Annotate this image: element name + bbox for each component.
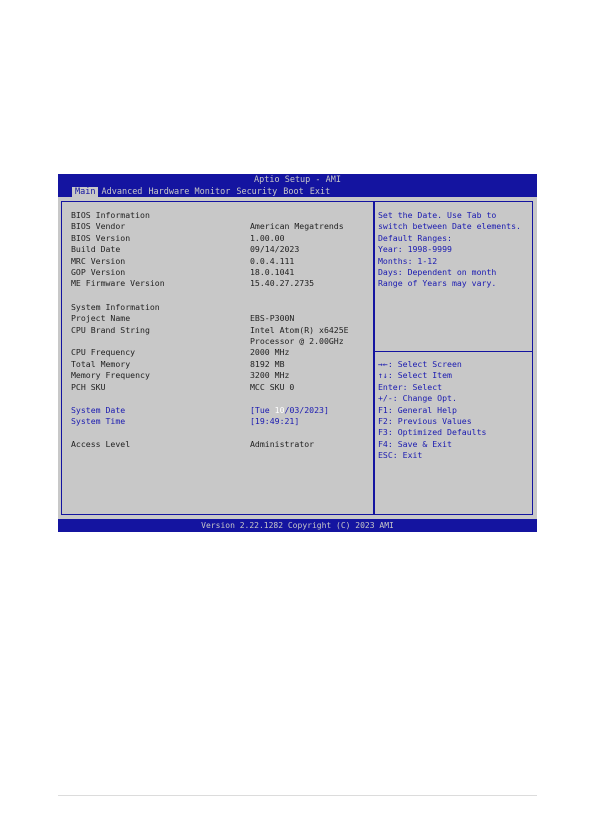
- system-date-month-selected[interactable]: 10: [274, 405, 285, 415]
- tab-boot[interactable]: Boot: [283, 187, 304, 197]
- version-copyright-text: Version 2.22.1282 Copyright (C) 2023 AMI: [201, 521, 394, 530]
- help-text-line: Set the Date. Use Tab to: [378, 210, 497, 220]
- cpu-brand-string-continued: Processor @ 2.00GHz: [250, 336, 344, 346]
- bios-version-row: BIOS Version 1.00.00: [71, 233, 285, 243]
- page-footer-divider: [58, 795, 537, 796]
- system-date-label: System Date: [71, 405, 126, 415]
- system-date-row[interactable]: [71, 405, 371, 416]
- key-help-f1: F1: General Help: [378, 405, 457, 415]
- total-memory-row: Total Memory 8192 MB: [71, 359, 285, 369]
- cpu-frequency-row: CPU Frequency 2000 MHz: [71, 347, 290, 357]
- menu-bar: [72, 187, 333, 197]
- help-text-line: switch between Date elements.: [378, 221, 521, 231]
- title-bar: [58, 174, 537, 197]
- build-date-row: Build Date 09/14/2023: [71, 244, 300, 254]
- mrc-version-row: MRC Version 0.0.4.111: [71, 256, 295, 266]
- system-time-field[interactable]: [19:49:21]: [250, 416, 300, 426]
- pch-sku-row: PCH SKU MCC SKU 0: [71, 382, 295, 392]
- bios-setup-screen: [58, 174, 537, 532]
- project-name-row: Project Name EBS-P300N: [71, 313, 295, 323]
- system-information-heading: System Information: [71, 302, 160, 312]
- system-time-row[interactable]: [71, 416, 371, 427]
- key-help-select-screen: →←: Select Screen: [378, 359, 462, 369]
- key-help-f4: F4: Save & Exit: [378, 439, 452, 449]
- help-text-line: Months: 1-12: [378, 256, 438, 266]
- help-text-line: Days: Dependent on month: [378, 267, 497, 277]
- main-settings-panel: [61, 201, 374, 515]
- key-help-f3: F3: Optimized Defaults: [378, 427, 487, 437]
- tab-hardware-monitor[interactable]: Hardware Monitor: [148, 187, 231, 197]
- help-panel: [374, 201, 533, 515]
- gop-version-row: GOP Version 18.0.1041: [71, 267, 295, 277]
- app-title: Aptio Setup - AMI: [254, 175, 341, 185]
- access-level-row: Access Level Administrator: [71, 439, 315, 449]
- help-text-line: Default Ranges:: [378, 233, 452, 243]
- key-help-select-item: ↑↓: Select Item: [378, 370, 452, 380]
- key-help-f2: F2: Previous Values: [378, 416, 472, 426]
- tab-exit[interactable]: Exit: [309, 187, 331, 197]
- key-help-change-opt: +/-: Change Opt.: [378, 393, 457, 403]
- help-text-line: Range of Years may vary.: [378, 278, 497, 288]
- help-text-line: Year: 1998-9999: [378, 244, 452, 254]
- system-time-label: System Time: [71, 416, 126, 426]
- tab-security[interactable]: Security: [236, 187, 278, 197]
- bios-information-heading: BIOS Information: [71, 210, 150, 220]
- cpu-brand-string-row: CPU Brand String Intel Atom(R) x6425E: [71, 325, 349, 335]
- system-date-field[interactable]: [Tue 10/03/2023]: [250, 405, 329, 415]
- footer-bar: [58, 519, 537, 532]
- memory-frequency-row: Memory Frequency 3200 MHz: [71, 370, 290, 380]
- key-help-esc: ESC: Exit: [378, 450, 423, 460]
- help-divider: [375, 351, 532, 352]
- me-firmware-version-row: ME Firmware Version 15.40.27.2735: [71, 278, 315, 288]
- tab-advanced[interactable]: Advanced: [101, 187, 143, 197]
- key-help-enter: Enter: Select: [378, 382, 443, 392]
- bios-vendor-row: BIOS Vendor American Megatrends: [71, 221, 344, 231]
- tab-main[interactable]: Main: [72, 187, 98, 197]
